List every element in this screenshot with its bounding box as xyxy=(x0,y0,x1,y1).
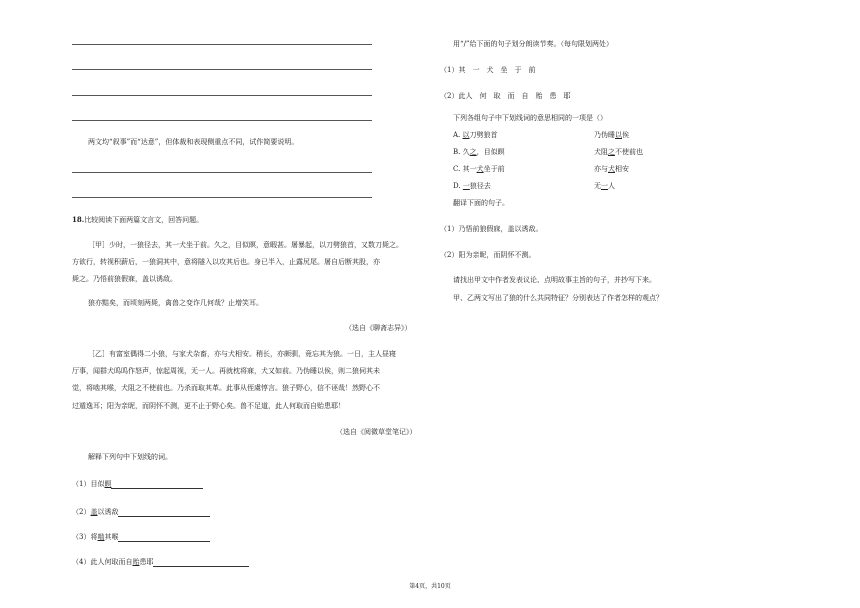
choice-text: 乃伪睡 xyxy=(594,131,615,139)
choice-letter: D. xyxy=(453,182,461,190)
underlined-word: 瞑 xyxy=(104,480,112,488)
underlined-word: 之 xyxy=(469,148,477,156)
answer-line xyxy=(72,120,372,121)
choice-letter: A. xyxy=(453,131,461,139)
underlined-word: 啮 xyxy=(97,533,105,541)
explain-item-text: 其喉 xyxy=(104,533,119,541)
source-a: （选自《聊斋志异》） xyxy=(345,324,412,332)
rhythm-item: （2）此人 何 取 而 自 贻 患 耶 xyxy=(440,92,571,100)
question-number: 18. xyxy=(72,215,85,224)
underlined-word: 盖 xyxy=(90,508,98,516)
passage-a-comment: 狼亦黠矣，而顷刻两毙，禽兽之变诈几何哉？止增笑耳。 xyxy=(88,299,263,307)
explain-item-text: （3）将 xyxy=(72,533,98,541)
underlined-word: 以 xyxy=(462,131,470,139)
choice-text: 犬阻 xyxy=(594,148,608,156)
answer-line xyxy=(72,95,372,96)
explain-item-text: 以诱敌 xyxy=(97,508,119,516)
passage-b-line: 过遁逸耳；阳为亲昵，而阴怀不测，更不止于野心矣。兽不足道，此人何取而自贻患耶！ xyxy=(72,402,345,410)
choice-text: 不使前也 xyxy=(615,148,643,156)
choice-text: 狼径去 xyxy=(469,182,491,190)
answer-blank[interactable] xyxy=(153,558,249,567)
choice-text: ，目似瞑 xyxy=(476,148,505,156)
explain-item xyxy=(72,558,249,567)
answer-line xyxy=(72,172,372,173)
question-18-title xyxy=(72,215,203,225)
answer-blank[interactable] xyxy=(111,480,203,489)
extra-question: 请找出甲文中作者发表议论、点明故事主旨的句子，并抄写下来。 xyxy=(453,276,656,284)
explain-item xyxy=(72,508,210,517)
prev-question-prompt: 两文均“叙事”而“达意”，但体裁和表现侧重点不同，试作简要说明。 xyxy=(88,138,299,146)
underlined-word: 犬 xyxy=(608,165,615,173)
choice-row[interactable] xyxy=(453,165,505,174)
translate-item: （2）阳为亲昵，而阴怀不测。 xyxy=(440,251,536,259)
choice-text: 其一 xyxy=(462,165,477,173)
translate-item: （1）乃悟前狼假寐，盖以诱敌。 xyxy=(440,225,543,233)
choice-right-text xyxy=(594,131,629,140)
choice-text: 人 xyxy=(608,182,615,190)
rhythm-item: （1）其 一 犬 坐 于 前 xyxy=(440,66,536,74)
page-footer: 第4页，共10页 xyxy=(409,583,451,590)
explain-item-text: （2） xyxy=(72,508,91,516)
choice-text: 刀劈狼首 xyxy=(469,131,498,139)
underlined-word: 犬 xyxy=(476,165,484,173)
underlined-word: 一 xyxy=(462,182,470,190)
extra-question: 甲、乙两文写出了狼的什么共同特征？分别表达了作者怎样的观点？ xyxy=(453,294,663,302)
explain-prompt: 解释下列句中下划线的词。 xyxy=(88,453,172,461)
choice-row[interactable] xyxy=(453,148,505,157)
rhythm-prompt: 用“/”给下面的句子划分朗读节奏。（每句限划两处） xyxy=(453,40,614,48)
underlined-word: 贻 xyxy=(132,558,140,566)
explain-item-text: （1）目似 xyxy=(72,480,105,488)
passage-b-line: ［乙］有富室偶得二小狼，与家犬杂畜，亦与犬相安。稍长，亦颇驯，竟忘其为狼。一日，主人昼寝 xyxy=(88,350,396,358)
underlined-word: 一 xyxy=(601,182,608,190)
source-b: （选自《阅微草堂笔记》） xyxy=(336,428,417,436)
underlined-word: 之 xyxy=(608,148,615,156)
passage-a-line: 毙之。乃悟前狼假寐，盖以诱敌。 xyxy=(72,275,177,283)
passage-a-line: ［甲］少时，一狼径去，其一犬坐于前。久之，目似瞑，意暇甚。屠暴起，以刀劈狼首，又数刀毙之。 xyxy=(88,241,403,249)
underlined-word: 以 xyxy=(615,131,622,139)
explain-item xyxy=(72,480,203,489)
explain-item xyxy=(72,533,210,542)
choice-right-text xyxy=(594,148,643,157)
answer-blank[interactable] xyxy=(118,533,210,542)
choice-text: 坐于前 xyxy=(483,165,505,173)
explain-item-text: 患耶 xyxy=(139,558,154,566)
choice-text: 无 xyxy=(594,182,601,190)
answer-blank[interactable] xyxy=(118,508,210,517)
answer-line xyxy=(72,197,372,198)
explain-item-text: （4）此人何取而自 xyxy=(72,558,133,566)
choice-text: 亦与 xyxy=(594,165,608,173)
answer-line xyxy=(72,44,372,45)
choice-right-text xyxy=(594,165,629,174)
choice-row[interactable] xyxy=(453,182,491,191)
choice-right-text xyxy=(594,182,615,191)
passage-b-line: 厅事，闻群犬呜呜作怒声，惊起周视，无一人。再就枕将寐，犬又如前。乃伪睡以俟，则二狼伺其未 xyxy=(72,367,380,375)
passage-a-line: 方欲行，转视积薪后，一狼洞其中，意将隧入以攻其后也。身已半入，止露尻尾。屠自后断其股，亦 xyxy=(72,258,380,266)
choice-prompt: 下列各组句子中下划线词的意思相同的一项是（） xyxy=(453,114,607,122)
choice-letter: C. xyxy=(453,165,461,173)
answer-line xyxy=(72,69,372,70)
question-title-text: 比较阅读下面两篇文言文，回答问题。 xyxy=(84,216,204,224)
choice-text: 相安 xyxy=(615,165,629,173)
translate-prompt: 翻译下面的句子。 xyxy=(453,199,509,207)
choice-row[interactable] xyxy=(453,131,498,140)
choice-letter: B. xyxy=(453,148,461,156)
choice-text: 俟 xyxy=(622,131,629,139)
choice-text: 久 xyxy=(462,148,470,156)
passage-b-line: 觉，将啮其喉，犬阻之不使前也。乃杀而取其革。此事从侄虞惇言。狼子野心，信不诬哉！然野心不 xyxy=(72,384,380,392)
